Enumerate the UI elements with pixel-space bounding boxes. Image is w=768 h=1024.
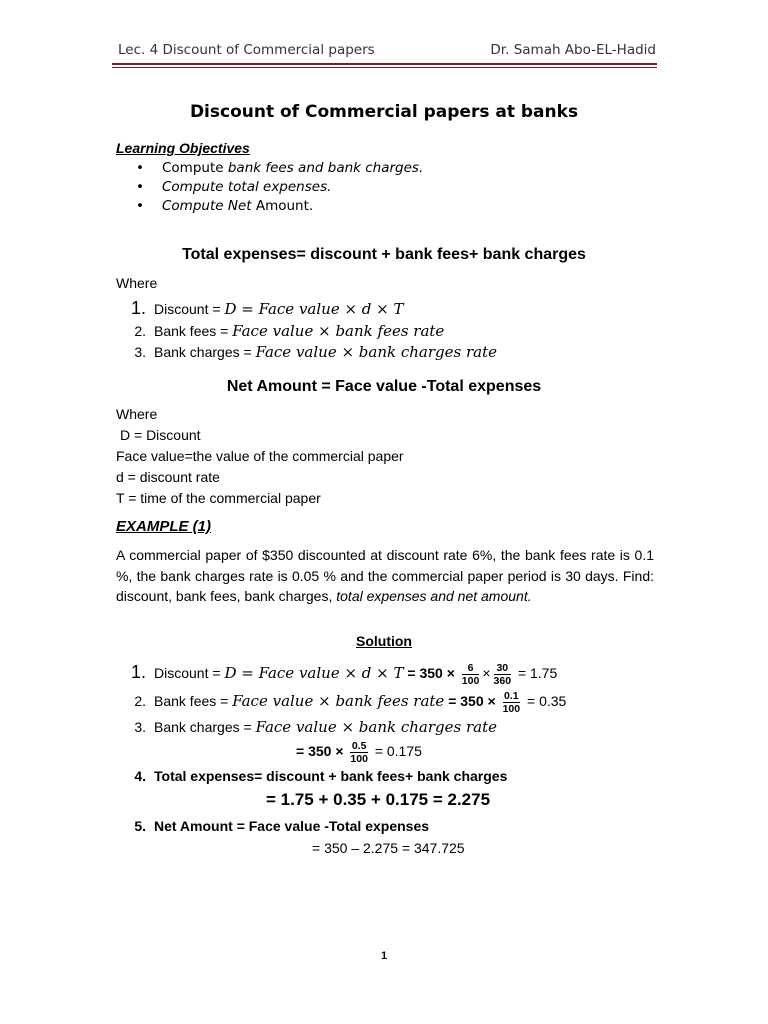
where-label: Where <box>116 406 158 422</box>
solution-step-bank-charges-calc: = 350 × $\frac{0.5}{100}$ = 0.175 <box>296 740 422 765</box>
definition-row: 2. Bank fees = Face value × bank fees rate <box>134 322 445 340</box>
solution-step-net-calc: = 350 – 2.275 = 347.725 <box>312 840 465 856</box>
total-expenses-formula: Total expenses= discount + bank fees+ bank charges <box>182 246 586 263</box>
header-rule-thin <box>112 67 657 68</box>
solution-step-total-calc: = 1.75 + 0.35 + 0.175 = 2.275 <box>266 790 491 809</box>
definition-row: 3. Bank charges = Face value × bank charges rate <box>134 343 497 361</box>
definition-line: T = time of the commercial paper <box>116 490 321 506</box>
page-title: Discount of Commercial papers at banks <box>189 102 579 122</box>
definition-line: d = discount rate <box>116 469 220 485</box>
solution-step-net-amount: 5. Net Amount = Face value -Total expenses <box>134 818 430 834</box>
objective-item: • Compute Net Amount. <box>116 198 423 217</box>
fraction: $\frac{6}{100}$ <box>461 662 480 687</box>
header-right: Dr. Samah Abo-EL-Hadid <box>490 42 656 58</box>
fraction: $\frac{0.1}{100}$ <box>502 690 521 715</box>
solution-step-bank-charges: 3. Bank charges = Face value × bank charges rate <box>134 718 497 736</box>
definition-line: D = Discount <box>120 427 201 443</box>
solution-step-discount: 1. Discount = D = Face value × d × T = 350 × $\frac{6}{100}$ × $\frac{30}{360}$ = 1.75 <box>130 662 558 687</box>
example-heading: EXAMPLE (1) <box>116 518 212 535</box>
page-number: 1 <box>380 950 388 962</box>
net-amount-formula: Net Amount = Face value -Total expenses <box>226 378 542 395</box>
solution-heading: Solution <box>356 633 412 649</box>
solution-step-total-expenses: 4. Total expenses= discount + bank fees+ bank charges <box>134 768 508 784</box>
objectives-heading: Learning Objectives <box>116 140 250 156</box>
fraction: $\frac{30}{360}$ <box>493 662 512 687</box>
definition-row: 1. Discount = D = Face value × d × T <box>130 298 404 318</box>
header-left: Lec. 4 Discount of Commercial papers <box>118 42 375 58</box>
page-header <box>118 42 656 62</box>
objectives-list <box>116 160 423 217</box>
variable-definitions <box>116 406 404 511</box>
objective-item: • Compute total expenses. <box>116 179 423 198</box>
solution-step-bank-fees: 2. Bank fees = Face value × bank fees rate = 350 × $\frac{0.1}{100}$ = 0.35 <box>134 690 567 715</box>
objective-item: • Compute bank fees and bank charges. <box>116 160 423 179</box>
definition-line: Face value=the value of the commercial paper <box>116 448 404 464</box>
example-problem: A commercial paper of $350 discounted at discount rate 6%, the bank fees rate is 0.1 %, the bank charges rate is 0.05 % and the commercial paper period is 30 days. Find: discount, bank fees, bank charges, total expenses and net amount. <box>116 547 654 604</box>
where-label: Where <box>116 275 158 291</box>
header-rule-thick <box>112 63 657 65</box>
fraction: $\frac{0.5}{100}$ <box>350 740 368 765</box>
